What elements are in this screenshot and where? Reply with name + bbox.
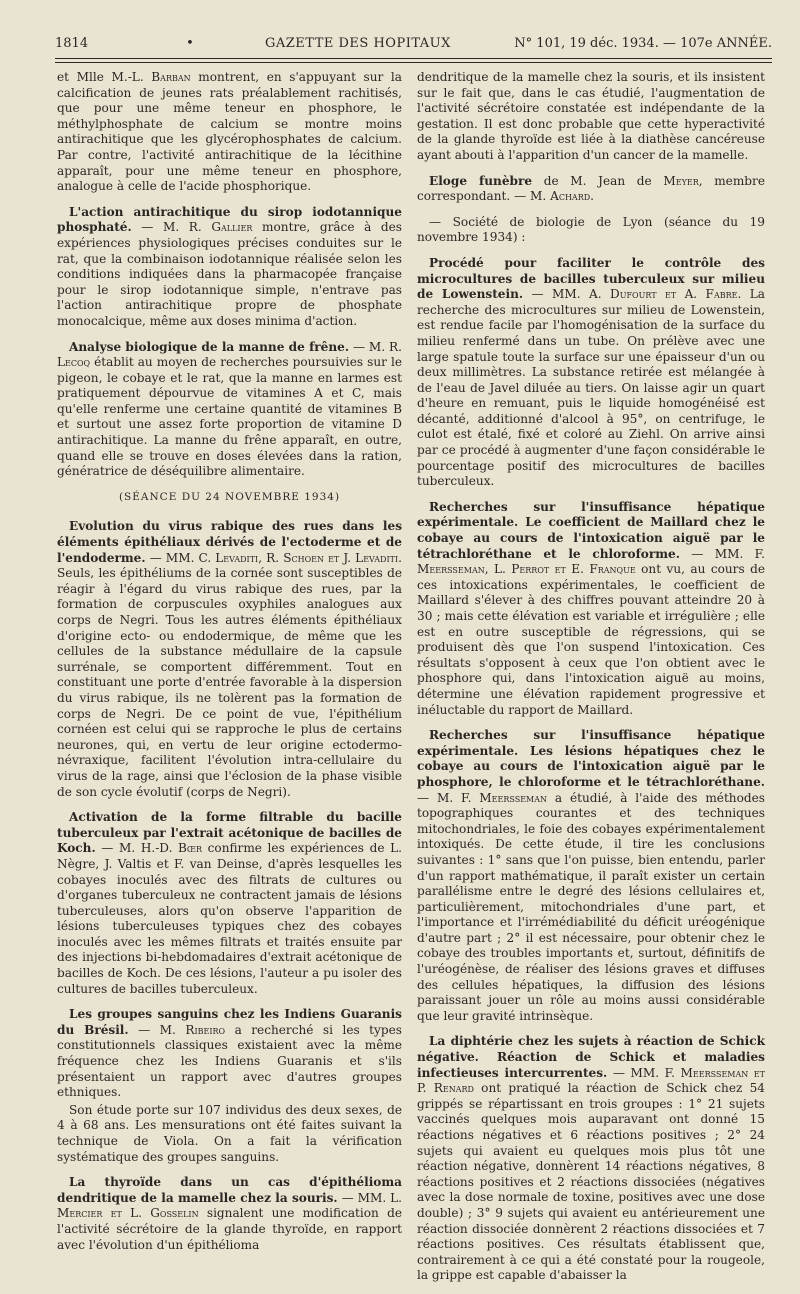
text: a étudié, à l'aide des méthodes topographiques courantes et des techniques mitochondriales, le foie des cobayes expérimentalement intoxiqués. De cette étude, il tire les conclusions suivantes : 1° sans que l'on puisse, bien entendu, parler d'un rapport mathématique, il paraît exister un certain parallélisme entre le degré des lésions cellulaires et, particulièrement, mitochondriales d'une part, et l'importance et l'irrémédiabilité du déficit uréogénique d'autre part ; 2° il est nécessaire, pour obtenir chez le cobaye des troubles importants et, surtout, définitifs de l'uréogénèse, de réaliser des lésions graves et diffuses des cellules hépatiques, la diffusion des lésions paraissant jouer un rôle au moins aussi considérable que leur gravité intrinsèque.: [417, 790, 765, 1023]
author-names: Mercier et L. Gosselin: [57, 1206, 199, 1221]
text: — M.: [128, 1022, 186, 1037]
text: ont vu, au cours de ces intoxications expérimentales, le coefficient de Maillard s'élever à des chiffres pouvant atteindre 20 à 30 ; mais cette élévation est variable et irrégulière ; elle est en outre susceptible de régressions, qui se produisent dès que l'on suspend l'intoxication. Ces résultats s'opposent à ceux que l'on obtient avec le phosphore qui, dans l'intoxication aiguë au moins, détermine une élévation rapidement progressive et inéluctable du rapport de Maillard.: [417, 562, 765, 717]
section-title: Eloge funèbre: [429, 173, 533, 188]
author-name: Barban: [151, 70, 191, 84]
section-title: Procédé pour faciliter le contrôle des microcultures de bacilles tuberculeux sur milieu de Lowenstein.: [417, 255, 765, 302]
text: . Seuls, les épithéliums de la cornée sont susceptibles de réagir à l'égard du virus rabique des rues, par la formation de corpuscules oxyphiles analogues aux corps de Negri. Tous les autres éléments épithéliaux d'origine ecto- ou endodermique, de même que les cellules de la substance médullaire de la capsule surrénale, se comportent différemment. Tout en constituant une porte d'entrée favorable à la dispersion du virus rabique, ils ne tolèrent pas la formation de corps de Negri. De ce point de vue, l'épithélium cornéen est celui qui se rapproche le plus de certains neurones, qui, en vertu de leur origine ectodermo-névraxique, facilitent l'évolution intra-cellulaire du virus de la rage, ainsi que l'éclosion de la phase visible de son cycle évolutif (corps de Negri).: [57, 550, 402, 799]
text: — MM. F.: [607, 1065, 681, 1080]
text: — MM. C.: [145, 550, 216, 565]
paragraph: [57, 519, 402, 800]
text: — MM. A.: [523, 287, 611, 302]
section-title: La diphtérie chez les sujets à réaction de Schick négative. Réaction de Schick et maladies infectieuses intercurrentes.: [417, 1034, 765, 1080]
author-name: Bœr: [178, 841, 203, 856]
author-name: Gallier: [211, 220, 253, 235]
text: dendritique de la mamelle chez la souris, et ils insistent sur le fait que, dans le cas étudié, l'augmentation de l'activité sécrétoire constatée est indépendante de la gestation. Il est donc probable que cette hyperactivité de la glande thyroïde est liée à la diathèse cancéreuse ayant abouti à l'apparition d'un cancer de la mamelle.: [417, 70, 765, 162]
page-number: 1814: [55, 36, 89, 51]
header-dot: •: [186, 36, 194, 51]
running-header: [55, 36, 772, 56]
section-title: Recherches sur l'insuffisance hépatique expérimentale. Les lésions hépatiques chez le cobaye au cours de l'intoxication aiguë par le phosphore, le chloroforme et le tétrachloréthane.: [417, 728, 765, 789]
paragraph: [57, 70, 402, 195]
author-name: Lecoq: [57, 355, 91, 370]
paragraph: [57, 205, 402, 330]
society-heading: — Société de biologie de Lyon (séance du 19 novembre 1934) :: [417, 214, 765, 245]
paragraph: [57, 1103, 402, 1165]
text: Son étude porte sur 107 individus des deux sexes, de 4 à 68 ans. Les mensurations ont été faites suivant la technique de Viola. On a fait la vérification systématique des groupes sanguins.: [57, 1102, 402, 1164]
paragraph: [417, 70, 765, 164]
text: établit au moyen de recherches poursuivies sur le pigeon, le cobaye et le rat, que la manne en larmes est pratiquement dépourvue de vitamines A et C, mais qu'elle renferme une certaine quantité de vitamines B et surtout une assez forte proportion de vitamine D antirachitique. La manne du frêne apparaît, en outre, quand elle se trouve en doses élevées dans la ration, génératrice de déséquilibre alimentaire.: [57, 355, 402, 479]
section-title: Analyse biologique de la manne de frêne.: [69, 339, 350, 354]
section-title: L'action antirachitique du sirop iodotannique phosphaté.: [57, 204, 402, 235]
header-rule-bottom: [55, 62, 772, 63]
right-column: [417, 70, 765, 1294]
left-column: [57, 70, 402, 1263]
author-names: Meersseman et P. Renard: [417, 1065, 765, 1096]
text: — M. R.: [131, 220, 212, 235]
issue-info: N° 101, 19 déc. 1934. — 107e ANNÉE.: [514, 36, 772, 51]
section-title: Evolution du virus rabique des rues dans les éléments épithéliaux dérivés de l'ectoderme et de l'endoderme.: [57, 519, 402, 565]
author-name: Meersseman: [479, 790, 547, 805]
text: — M. H.-D.: [95, 841, 179, 856]
text: a recherché si les types constitutionnels classiques existaient avec la même fréquence chez les Indiens Guaranis et s'ils présentaient un rapport avec d'autres groupes ethniques.: [57, 1022, 402, 1100]
text: de M. Jean de: [532, 173, 664, 188]
paragraph: [57, 1007, 402, 1101]
text: — MM. L.: [337, 1190, 402, 1205]
text: .: [590, 189, 594, 204]
text: ont pratiqué la réaction de Schick chez 54 grippés se répartissant en trois groupes : 1° 21 sujets vaccinés quelques mois auparavant ont donné 15 réactions négatives et 6 réactions positives ; 2° 24 sujets qui avaient eu quelques mois plus tôt une réaction négative, donnèrent 14 réactions négatives, 8 réactions positives et 2 réactions dissociées (négatives avec la dose normale de toxine, positives avec une dose double) ; 3° 9 sujets qui avaient eu antérieurement une réaction dissociée donnèrent 2 réactions dissociées et 7 réactions positives. Ces résultats établissent que, contrairement à ce qui a été constaté pour la rougeole, la grippe est capable d'abaisser la: [417, 1081, 765, 1283]
paragraph: [417, 500, 765, 718]
header-rule-top: [55, 58, 772, 59]
section-title: Activation de la forme filtrable du bacille tuberculeux par l'extrait acétonique de bacilles de Koch.: [57, 810, 402, 856]
text: signalent une modification de l'activité sécrétoire de la glande thyroïde, en rapport avec l'évolution d'un épithélioma: [57, 1206, 402, 1252]
author-names: Levaditi, R. Schoen et J. Levaditi: [215, 550, 399, 565]
section-title: Recherches sur l'insuffisance hépatique expérimentale. Le coefficient de Maillard chez le cobaye au cours de l'intoxication aiguë par le tétrachloréthane et le chloroforme.: [417, 499, 765, 561]
text: . La recherche des microcultures sur milieu de Lowenstein, est rendue facile par l'homogénisation de la surface du milieu renfermé dans un tube. On prélève avec une large spatule toute la surface sur une épaisseur d'un ou deux millimètres. La substance retirée est mélangée à de l'eau de Javel diluée au tiers. On laisse agir un quart d'heure en remuant, puis le liquide homogénéisé est décanté, additionné d'alcool à 95°, on centrifuge, le culot est étalé, fixé et coloré au Ziehl. On arrive ainsi par ce procédé à augmenter d'une façon considérable le pourcentage positif des microcultures de bacilles tuberculeux.: [417, 287, 765, 489]
author-name: Achard: [550, 189, 591, 204]
section-title: La thyroïde dans un cas d'épithélioma dendritique de la mamelle chez la souris.: [57, 1175, 402, 1205]
person-name: Meyer: [663, 173, 699, 188]
text: montre, grâce à des expériences physiologiques précises conduites sur le rat, que la combinaison iodotannique réalisée selon les conditions indiquées dans la pharmacopée française pour le sirop iodotannique simple, n'entrave pas l'action antirachitique propre de phosphate monocalcique, même aux doses minima d'action.: [57, 220, 402, 328]
text: — M. R.: [349, 339, 403, 354]
author-names: Dufourt et A. Fabre: [610, 287, 738, 302]
text: , membre correspondant. — M.: [417, 173, 765, 204]
paragraph: [57, 810, 402, 997]
paragraph: [417, 728, 765, 1024]
session-heading: (SÉANCE DU 24 NOVEMBRE 1934): [118, 490, 341, 503]
text: — M. F.: [417, 790, 480, 805]
paragraph: [57, 340, 402, 480]
author-name: Ribeiro: [185, 1022, 226, 1037]
section-title: Les groupes sanguins chez les Indiens Guaranis du Brésil.: [57, 1007, 402, 1037]
paragraph: [417, 256, 765, 490]
text: montrent, en s'appuyant sur la calcification de jeunes rats préalablement rachitisés, que pour une même teneur en phosphore, le méthylphosphate de calcium se montre moins antirachitique que les glycérophosphates de calcium. Par contre, l'activité antirachitique de la lécithine apparaît, pour une même teneur en phosphore, analogue à celle de l'acide phosphorique.: [57, 70, 403, 194]
paragraph: [57, 1175, 402, 1253]
paragraph: [417, 1034, 765, 1284]
author-names: Meersseman, L. Perrot et E. Franque: [417, 562, 636, 577]
text: confirme les expériences de L. Nègre, J. Valtis et F. van Deinse, d'après lesquelles les cobayes inoculés avec des filtrats de cultures ou d'organes tuberculeux ne contractent jamais de lésions tuberculeuses, alors qu'on observe l'apparition de lésions tuberculeuses typiques chez des cobayes inoculés avec les mêmes filtrats et traités ensuite par des injections bi-hebdomadaires d'extrait acétonique de bacilles de Koch. De ces lésions, l'auteur a pu isoler des cultures de bacilles tuberculeux.: [57, 841, 402, 996]
journal-title: GAZETTE DES HOPITAUX: [265, 36, 451, 51]
paragraph: [417, 174, 765, 205]
paragraph: [417, 215, 765, 246]
text: et Mlle M.-L.: [57, 70, 152, 84]
text: — MM. F.: [679, 546, 765, 561]
